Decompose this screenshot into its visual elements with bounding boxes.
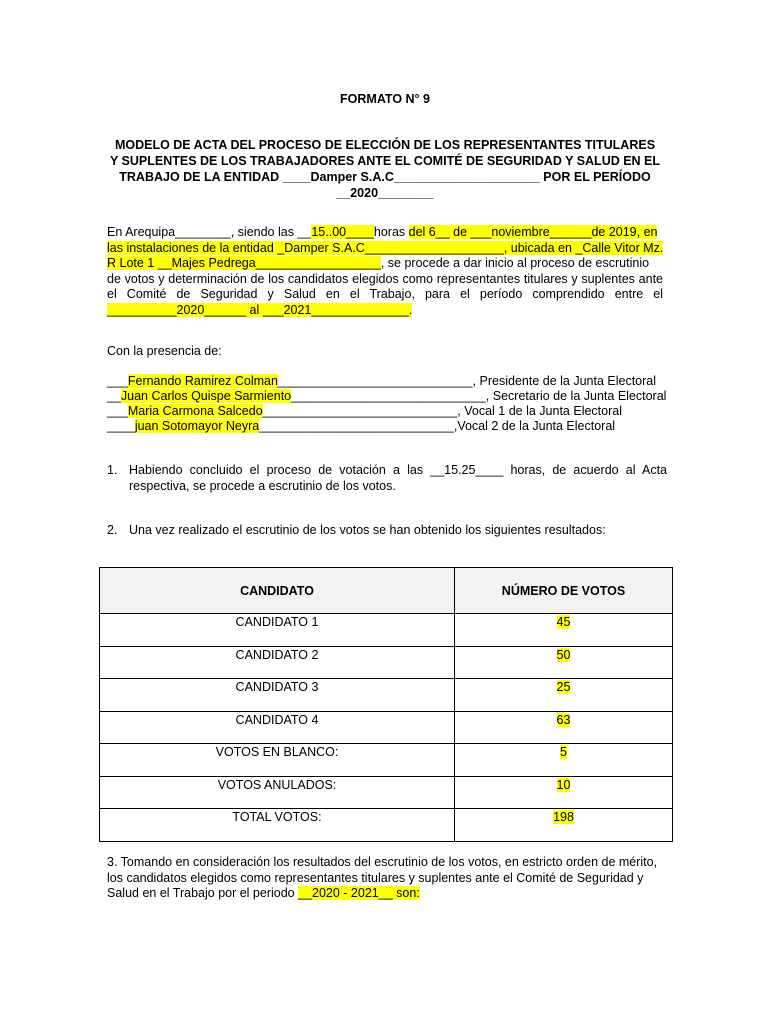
member-role: ____________________________, Secretario de la Junta Electoral [291,389,667,403]
member-name: Fernando Ramirez Colman [127,374,278,388]
intro-line [107,303,663,319]
member-line [107,374,666,389]
blank: ___ [107,374,128,388]
item-text: Una vez realizado el escrutinio de los votos se han obtenido los siguientes resultados: [129,523,606,537]
candidate-cell: VOTOS EN BLANCO: [100,744,455,777]
heading-line: TRABAJO DE LA ENTIDAD ____Damper S.A.C_____________________ POR EL PERÍODO [119,170,651,184]
intro-line [107,256,663,272]
candidate-cell: CANDIDATO 2 [100,646,455,679]
intro-line: de votos y determinación de los candidatos elegidos como representantes titulares y suplentes ante [107,271,663,286]
intro-line [107,225,663,241]
heading-line: Y SUPLENTES DE LOS TRABAJADORES ANTE EL COMITÉ DE SEGURIDAD Y SALUD EN EL [109,154,661,168]
intro-text: horas [373,225,409,239]
vote-count: 198 [553,810,574,824]
table-row [100,809,673,842]
column-header-candidate: CANDIDATO [100,568,455,614]
votes-cell [455,776,673,809]
item-1 [107,462,667,496]
intro-text: En Arequipa________, siendo las __ [107,225,312,239]
table-row [100,646,673,679]
vote-count: 63 [556,712,571,727]
votes-cell [455,809,673,842]
intro-text: . [408,302,413,317]
document-heading [100,137,670,201]
vote-count: 50 [556,647,571,662]
highlighted-time: 15..00____ [311,225,374,239]
candidate-cell: CANDIDATO 1 [100,614,455,647]
item-number: 1. [107,463,118,477]
item-line: los candidatos elegidos como representantes titulares y suplentes ante el Comité de Seguridad y [107,870,644,885]
presence-label: Con la presencia de: [107,344,222,358]
item-number: 2. [107,523,118,537]
blank: __ [107,389,121,403]
document-title: FORMATO N° 9 [340,92,430,106]
table-row [100,711,673,744]
intro-text: , se procede a dar inicio al proceso de escrutinio [380,256,650,270]
highlighted-entity: las instalaciones de la entidad _Damper S.A.C____________________, ubicada en _Calle Vitor Mz. [107,240,664,255]
blank: ____ [107,419,135,433]
votes-cell [455,744,673,777]
item-line: Habiendo concluido el proceso de votación a las __15.25____ horas, de acuerdo al Acta [129,463,667,477]
item-2 [107,522,663,540]
table-header-row [100,568,673,614]
votes-cell [455,646,673,679]
table-row [100,614,673,647]
blank: ___ [107,404,128,418]
item-line: respectiva, se procede a escrutinio de los votos. [129,479,396,493]
votes-cell [455,614,673,647]
vote-count: 10 [556,777,571,792]
member-role: ____________________________, Presidente de la Junta Electoral [277,374,657,388]
item-text [129,462,667,494]
member-line [107,404,666,419]
member-role: ____________________________, Vocal 1 de la Junta Electoral [262,404,622,418]
votes-cell [455,679,673,712]
table-row [100,776,673,809]
item-text: Salud en el Trabajo por el periodo [107,886,299,900]
table-row [100,744,673,777]
highlighted-period: __2020 - 2021__ son: [298,886,420,900]
electoral-board-members [107,374,666,434]
votes-cell [455,711,673,744]
member-name: Maria Carmona Salcedo [127,404,263,418]
highlighted-period: __________2020______ al ___2021______________ [107,302,409,317]
highlighted-address: R Lote 1 __Majes Pedrega__________________ [107,256,381,270]
candidate-cell: VOTOS ANULADOS: [100,776,455,809]
vote-count: 25 [556,680,571,694]
vote-count: 5 [560,745,567,759]
column-header-votes: NÚMERO DE VOTOS [455,568,673,614]
heading-line: __2020________ [336,186,434,200]
results-table [99,567,673,842]
highlighted-date: del 6__ de ___noviembre______de 2019, en [408,225,658,239]
candidate-cell: CANDIDATO 4 [100,711,455,744]
item-3 [107,855,667,902]
member-role: ____________________________,Vocal 2 de la Junta Electoral [259,419,616,433]
intro-paragraph [107,225,663,318]
item-line: 3. Tomando en consideración los resultados del escrutinio de los votos, en estricto orden de mérito, [107,855,658,869]
item-line [107,886,667,902]
member-name: juan Sotomayor Neyra [134,419,260,433]
candidate-cell: TOTAL VOTOS: [100,809,455,842]
vote-count: 45 [556,615,571,629]
heading-line: MODELO DE ACTA DEL PROCESO DE ELECCIÓN DE LOS REPRESENTANTES TITULARES [114,138,656,152]
intro-line: el Comité de Seguridad y Salud en el Trabajo, para el período comprendido entre el [107,287,663,301]
intro-line [107,241,663,257]
candidate-cell: CANDIDATO 3 [100,679,455,712]
member-line [107,419,666,434]
table-row [100,679,673,712]
member-line [107,389,666,404]
member-name: Juan Carlos Quispe Sarmiento [120,389,292,403]
